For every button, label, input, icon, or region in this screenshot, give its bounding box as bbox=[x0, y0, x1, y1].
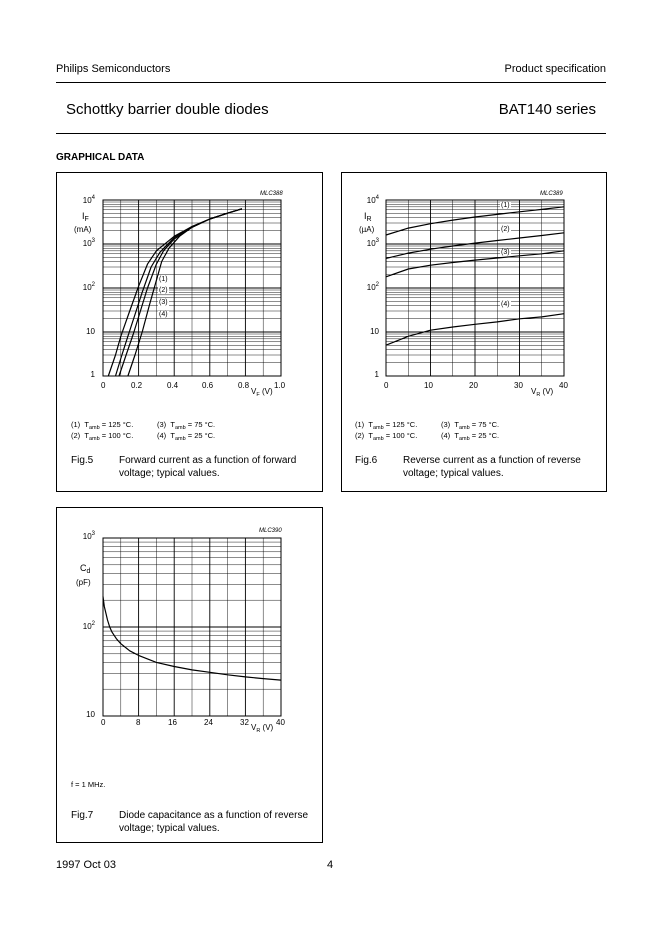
x-axis-label: $V_R$ (V) bbox=[531, 387, 554, 398]
caption-text: Diode capacitance as a function of reverse voltage; typical values. bbox=[119, 810, 308, 834]
y-axis-unit: (µA) bbox=[359, 225, 375, 234]
legend-item: (1) $T_{amb} = 125$ °C. bbox=[71, 420, 134, 431]
figure-caption bbox=[355, 454, 600, 484]
legend-item: (4) $T_{amb} = 25$ °C. bbox=[441, 431, 500, 442]
x-axis-label: $V_F$ (V) bbox=[251, 387, 273, 398]
y-axis-symbol: $C_d$ bbox=[80, 563, 91, 575]
footer-page: 4 bbox=[327, 859, 334, 871]
header-company: Philips Semiconductors bbox=[56, 63, 171, 75]
document-title: Schottky barrier double diodes bbox=[66, 101, 269, 118]
legend-item: (2) $T_{amb} = 100$ °C. bbox=[71, 431, 134, 442]
curve-label-2: (2) bbox=[159, 287, 168, 294]
y-tick-label: 10 bbox=[370, 327, 379, 336]
x-tick-label: 20 bbox=[469, 381, 478, 390]
figure-7-box bbox=[56, 507, 323, 843]
x-tick-label: 16 bbox=[168, 718, 177, 727]
section-title: GRAPHICAL DATA bbox=[56, 152, 145, 163]
x-tick-label: 0 bbox=[384, 381, 389, 390]
y-tick-label: $10^3$ bbox=[82, 531, 95, 541]
x-tick-label: 0 bbox=[101, 718, 106, 727]
x-tick-label: 1.0 bbox=[274, 381, 286, 390]
figure-code: MLC388 bbox=[260, 191, 283, 197]
product-name: BAT140 series bbox=[498, 101, 596, 118]
y-axis-symbol: $I_F$ bbox=[82, 211, 89, 223]
header-doc-type: Product specification bbox=[504, 63, 606, 75]
caption-number: Fig.5 bbox=[71, 455, 94, 466]
caption-number: Fig.7 bbox=[71, 810, 94, 821]
x-tick-label: 10 bbox=[424, 381, 433, 390]
y-tick-label: $10^3$ bbox=[82, 238, 95, 248]
x-axis-label: $V_R$ (V) bbox=[251, 723, 274, 734]
curve-label-1: (1) bbox=[501, 202, 510, 209]
y-tick-label: $10^2$ bbox=[82, 621, 95, 631]
figure-6-box bbox=[341, 172, 607, 492]
legend-item: (2) $T_{amb} = 100$ °C. bbox=[355, 431, 418, 442]
legend-item: (3) $T_{amb} = 75$ °C. bbox=[441, 420, 500, 431]
legend-item: (4) $T_{amb} = 25$ °C. bbox=[157, 431, 216, 442]
x-tick-label: 24 bbox=[204, 718, 213, 727]
header-rule-bottom bbox=[56, 133, 606, 134]
figure-note: f = 1 MHz. bbox=[71, 780, 106, 789]
x-tick-label: 0.2 bbox=[131, 381, 143, 390]
figure-code: MLC389 bbox=[540, 191, 563, 197]
x-tick-label: 40 bbox=[276, 718, 285, 727]
y-tick-label: $10^4$ bbox=[82, 195, 95, 205]
legend-item: (3) $T_{amb} = 75$ °C. bbox=[157, 420, 216, 431]
figure-6-plot bbox=[386, 200, 564, 376]
x-tick-label: 8 bbox=[136, 718, 141, 727]
x-tick-label: 0.6 bbox=[202, 381, 214, 390]
curve-label-2: (2) bbox=[501, 226, 510, 233]
x-tick-label: 30 bbox=[514, 381, 523, 390]
y-tick-label: 10 bbox=[86, 710, 95, 719]
y-tick-label: 1 bbox=[90, 370, 95, 379]
y-tick-label: $10^2$ bbox=[366, 282, 379, 292]
x-tick-label: 0.4 bbox=[167, 381, 179, 390]
caption-number: Fig.6 bbox=[355, 455, 378, 466]
y-tick-label: 10 bbox=[86, 327, 95, 336]
y-axis-unit: (mA) bbox=[74, 225, 92, 234]
y-tick-label: $10^4$ bbox=[366, 195, 379, 205]
caption-text: Reverse current as a function of reverse voltage; typical values. bbox=[403, 455, 581, 479]
caption-text: Forward current as a function of forward voltage; typical values. bbox=[119, 455, 297, 479]
header-rule-top bbox=[56, 82, 606, 83]
figure-5-plot bbox=[103, 200, 281, 376]
y-axis-symbol: $I_R$ bbox=[364, 211, 372, 223]
footer-date: 1997 Oct 03 bbox=[56, 859, 116, 871]
curve-label-3: (3) bbox=[159, 299, 168, 306]
curve-label-3: (3) bbox=[501, 249, 510, 256]
x-tick-label: 0.8 bbox=[238, 381, 250, 390]
legend-item: (1) $T_{amb} = 125$ °C. bbox=[355, 420, 418, 431]
figure-code: MLC390 bbox=[259, 528, 282, 534]
x-tick-label: 40 bbox=[559, 381, 568, 390]
y-tick-label: $10^2$ bbox=[82, 282, 95, 292]
x-tick-label: 0 bbox=[101, 381, 106, 390]
y-tick-label: 1 bbox=[374, 370, 379, 379]
figure-7-plot bbox=[103, 538, 281, 716]
curve-label-4: (4) bbox=[159, 311, 168, 318]
x-tick-label: 32 bbox=[240, 718, 249, 727]
curve-label-1: (1) bbox=[159, 276, 168, 283]
figure-5-box bbox=[56, 172, 323, 492]
curve-label-4: (4) bbox=[501, 301, 510, 308]
figure-caption bbox=[71, 454, 316, 484]
y-tick-label: $10^3$ bbox=[366, 238, 379, 248]
y-axis-unit: (pF) bbox=[76, 578, 91, 587]
figure-caption bbox=[71, 809, 316, 839]
